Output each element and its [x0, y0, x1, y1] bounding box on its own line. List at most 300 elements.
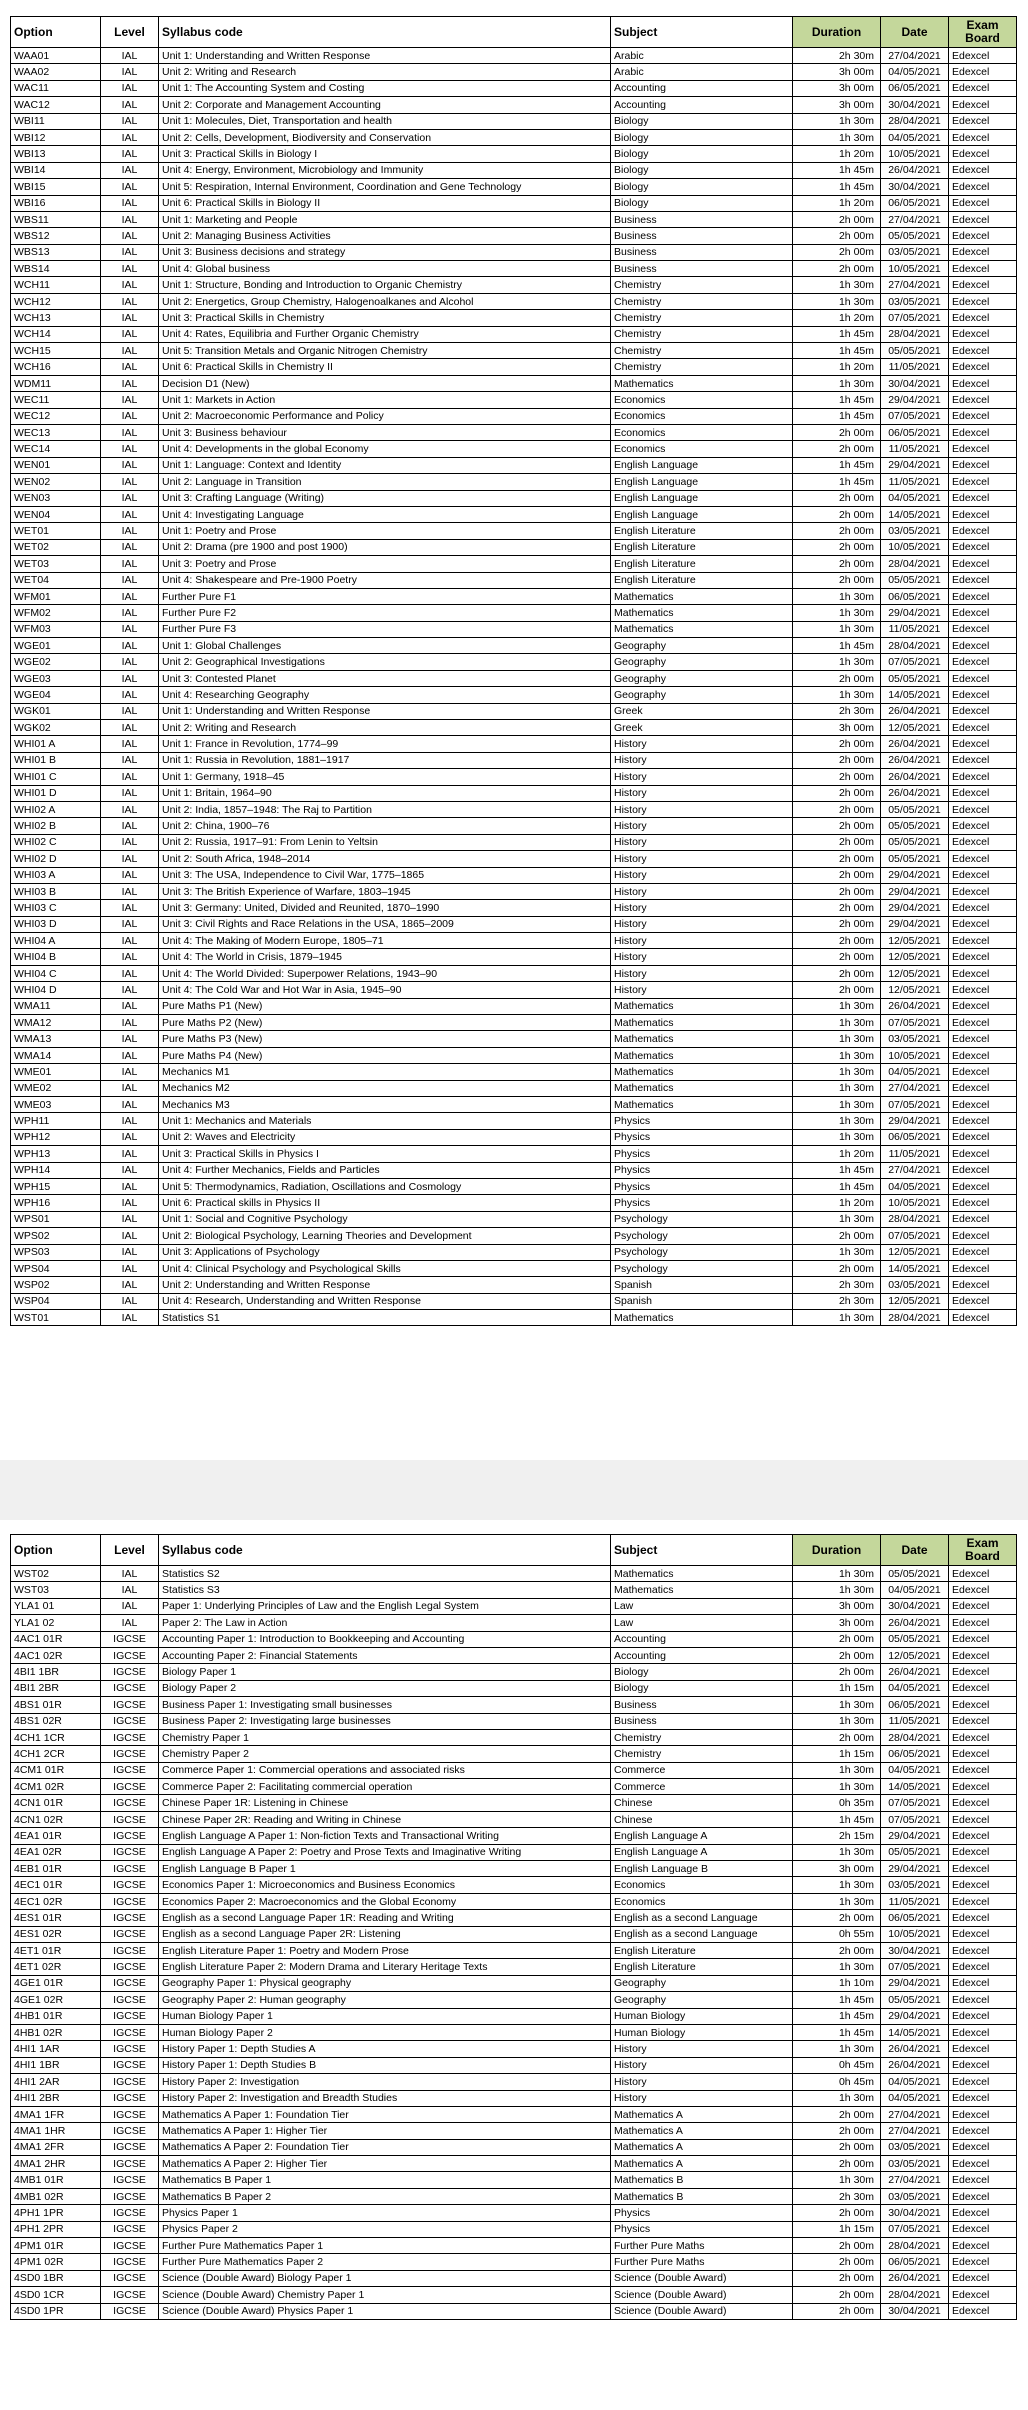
- exam-board-cell: Edexcel: [949, 556, 1017, 572]
- level-cell: IAL: [101, 392, 159, 408]
- table-row: [11, 457, 1017, 473]
- subject-cell: Physics: [611, 1146, 793, 1162]
- option-cell: WSP04: [11, 1293, 101, 1309]
- syllabus-cell: Unit 4: The World in Crisis, 1879–1945: [159, 949, 611, 965]
- level-cell: IGCSE: [101, 1910, 159, 1926]
- level-cell: IGCSE: [101, 2008, 159, 2024]
- date-cell: 12/05/2021: [881, 949, 949, 965]
- subject-cell: History: [611, 818, 793, 834]
- date-cell: 04/05/2021: [881, 2074, 949, 2090]
- level-cell: IAL: [101, 474, 159, 490]
- subject-cell: Business: [611, 261, 793, 277]
- duration-cell: 0h 45m: [793, 2057, 881, 2073]
- table-row: [11, 343, 1017, 359]
- subject-cell: Mathematics A: [611, 2139, 793, 2155]
- duration-cell: 1h 45m: [793, 2024, 881, 2040]
- exam-board-cell: Edexcel: [949, 1310, 1017, 1326]
- syllabus-cell: Unit 6: Practical Skills in Chemistry II: [159, 359, 611, 375]
- level-cell: IAL: [101, 375, 159, 391]
- syllabus-cell: Chemistry Paper 1: [159, 1729, 611, 1745]
- table-row: [11, 195, 1017, 211]
- date-cell: 05/05/2021: [881, 228, 949, 244]
- table-row: [11, 2074, 1017, 2090]
- table-row: [11, 244, 1017, 260]
- subject-cell: Further Pure Maths: [611, 2238, 793, 2254]
- subject-cell: Geography: [611, 670, 793, 686]
- table-row: [11, 375, 1017, 391]
- subject-cell: Geography: [611, 1975, 793, 1991]
- level-cell: IGCSE: [101, 2172, 159, 2188]
- syllabus-cell: Unit 2: South Africa, 1948–2014: [159, 851, 611, 867]
- date-cell: 29/04/2021: [881, 1113, 949, 1129]
- date-cell: 10/05/2021: [881, 261, 949, 277]
- option-cell: WAC11: [11, 80, 101, 96]
- duration-cell: 0h 45m: [793, 2074, 881, 2090]
- option-cell: 4EC1 02R: [11, 1893, 101, 1909]
- duration-cell: 2h 30m: [793, 1277, 881, 1293]
- exam-board-cell: Edexcel: [949, 457, 1017, 473]
- subject-cell: History: [611, 769, 793, 785]
- duration-cell: 2h 00m: [793, 867, 881, 883]
- subject-cell: History: [611, 982, 793, 998]
- table-row: [11, 1566, 1017, 1582]
- syllabus-cell: Unit 3: Poetry and Prose: [159, 556, 611, 572]
- subject-cell: English Language B: [611, 1861, 793, 1877]
- syllabus-cell: Unit 5: Transition Metals and Organic Nitrogen Chemistry: [159, 343, 611, 359]
- duration-cell: 1h 30m: [793, 621, 881, 637]
- level-cell: IAL: [101, 801, 159, 817]
- subject-cell: Chinese: [611, 1811, 793, 1827]
- level-cell: IGCSE: [101, 1697, 159, 1713]
- syllabus-cell: Unit 4: The Cold War and Hot War in Asia, 1945–90: [159, 982, 611, 998]
- exam-board-cell: Edexcel: [949, 2106, 1017, 2122]
- table-row: [11, 851, 1017, 867]
- option-cell: WHI03 A: [11, 867, 101, 883]
- syllabus-cell: Unit 1: Understanding and Written Response: [159, 48, 611, 64]
- duration-cell: 2h 00m: [793, 900, 881, 916]
- exam-board-cell: Edexcel: [949, 408, 1017, 424]
- exam-board-cell: Edexcel: [949, 654, 1017, 670]
- exam-board-cell: Edexcel: [949, 1910, 1017, 1926]
- exam-board-cell: Edexcel: [949, 1129, 1017, 1145]
- level-cell: IAL: [101, 687, 159, 703]
- syllabus-cell: Unit 6: Practical Skills in Biology II: [159, 195, 611, 211]
- subject-cell: English Literature: [611, 572, 793, 588]
- duration-cell: 1h 30m: [793, 654, 881, 670]
- syllabus-cell: Further Pure Mathematics Paper 1: [159, 2238, 611, 2254]
- duration-cell: 2h 00m: [793, 523, 881, 539]
- syllabus-cell: Unit 2: Drama (pre 1900 and post 1900): [159, 539, 611, 555]
- date-cell: 28/04/2021: [881, 326, 949, 342]
- level-cell: IAL: [101, 720, 159, 736]
- level-cell: IGCSE: [101, 1779, 159, 1795]
- exam-board-cell: Edexcel: [949, 605, 1017, 621]
- exam-board-cell: Edexcel: [949, 1097, 1017, 1113]
- level-cell: IAL: [101, 1566, 159, 1582]
- table-row: [11, 1697, 1017, 1713]
- duration-cell: 2h 00m: [793, 2254, 881, 2270]
- level-cell: IGCSE: [101, 2287, 159, 2303]
- exam-board-cell: Edexcel: [949, 506, 1017, 522]
- table-row: [11, 1195, 1017, 1211]
- option-cell: WEN04: [11, 506, 101, 522]
- exam-board-cell: Edexcel: [949, 1031, 1017, 1047]
- table-row: [11, 424, 1017, 440]
- level-cell: IGCSE: [101, 1992, 159, 2008]
- option-cell: WBS14: [11, 261, 101, 277]
- level-cell: IGCSE: [101, 2057, 159, 2073]
- syllabus-cell: Unit 2: Writing and Research: [159, 720, 611, 736]
- syllabus-cell: Pure Maths P3 (New): [159, 1031, 611, 1047]
- table-row: [11, 228, 1017, 244]
- exam-board-cell: Edexcel: [949, 2123, 1017, 2139]
- exam-board-cell: Edexcel: [949, 1861, 1017, 1877]
- level-cell: IAL: [101, 97, 159, 113]
- table-row: [11, 1942, 1017, 1958]
- subject-cell: Business: [611, 1697, 793, 1713]
- header-duration: Duration: [793, 17, 881, 48]
- level-cell: IAL: [101, 195, 159, 211]
- subject-cell: Mathematics: [611, 1582, 793, 1598]
- table-row: [11, 1713, 1017, 1729]
- subject-cell: History: [611, 785, 793, 801]
- table-row: [11, 441, 1017, 457]
- option-cell: 4GE1 01R: [11, 1975, 101, 1991]
- exam-board-cell: Edexcel: [949, 80, 1017, 96]
- syllabus-cell: Unit 4: Investigating Language: [159, 506, 611, 522]
- exam-board-cell: Edexcel: [949, 1228, 1017, 1244]
- table-row: [11, 720, 1017, 736]
- exam-board-cell: Edexcel: [949, 949, 1017, 965]
- duration-cell: 1h 30m: [793, 1047, 881, 1063]
- syllabus-cell: History Paper 2: Investigation: [159, 2074, 611, 2090]
- exam-board-cell: Edexcel: [949, 1680, 1017, 1696]
- duration-cell: 2h 00m: [793, 916, 881, 932]
- table-row: [11, 670, 1017, 686]
- header-exam-board: Exam Board: [949, 17, 1017, 48]
- syllabus-cell: Commerce Paper 1: Commercial operations and associated risks: [159, 1762, 611, 1778]
- syllabus-cell: Physics Paper 2: [159, 2221, 611, 2237]
- exam-board-cell: Edexcel: [949, 982, 1017, 998]
- duration-cell: 1h 20m: [793, 195, 881, 211]
- subject-cell: English as a second Language: [611, 1910, 793, 1926]
- table-row: [11, 834, 1017, 850]
- syllabus-cell: Unit 4: Rates, Equilibria and Further Organic Chemistry: [159, 326, 611, 342]
- duration-cell: 2h 00m: [793, 851, 881, 867]
- date-cell: 30/04/2021: [881, 2303, 949, 2319]
- duration-cell: 3h 00m: [793, 97, 881, 113]
- duration-cell: 1h 30m: [793, 293, 881, 309]
- subject-cell: History: [611, 2090, 793, 2106]
- level-cell: IAL: [101, 1293, 159, 1309]
- duration-cell: 2h 00m: [793, 2287, 881, 2303]
- syllabus-cell: Unit 3: The USA, Independence to Civil War, 1775–1865: [159, 867, 611, 883]
- duration-cell: 2h 00m: [793, 556, 881, 572]
- exam-board-cell: Edexcel: [949, 1631, 1017, 1647]
- subject-cell: Chemistry: [611, 310, 793, 326]
- date-cell: 03/05/2021: [881, 1277, 949, 1293]
- option-cell: WBI12: [11, 129, 101, 145]
- exam-board-cell: Edexcel: [949, 1080, 1017, 1096]
- level-cell: IGCSE: [101, 1861, 159, 1877]
- syllabus-cell: Unit 4: Developments in the global Economy: [159, 441, 611, 457]
- duration-cell: 2h 00m: [793, 441, 881, 457]
- subject-cell: Economics: [611, 1893, 793, 1909]
- table-row: [11, 867, 1017, 883]
- option-cell: WEC11: [11, 392, 101, 408]
- option-cell: 4CH1 2CR: [11, 1746, 101, 1762]
- subject-cell: Biology: [611, 113, 793, 129]
- level-cell: IAL: [101, 424, 159, 440]
- subject-cell: Physics: [611, 1162, 793, 1178]
- option-cell: WEN01: [11, 457, 101, 473]
- table-row: [11, 1080, 1017, 1096]
- table-row: [11, 2270, 1017, 2286]
- exam-board-cell: Edexcel: [949, 1729, 1017, 1745]
- option-cell: WHI02 B: [11, 818, 101, 834]
- date-cell: 26/04/2021: [881, 736, 949, 752]
- header-syllabus-code: Syllabus code: [159, 17, 611, 48]
- date-cell: 07/05/2021: [881, 1015, 949, 1031]
- exam-board-cell: Edexcel: [949, 1664, 1017, 1680]
- table-row: [11, 293, 1017, 309]
- table-header-row: [11, 17, 1017, 48]
- level-cell: IGCSE: [101, 2303, 159, 2319]
- level-cell: IAL: [101, 48, 159, 64]
- level-cell: IGCSE: [101, 1746, 159, 1762]
- duration-cell: 1h 30m: [793, 1113, 881, 1129]
- table-row: [11, 2024, 1017, 2040]
- option-cell: WGE04: [11, 687, 101, 703]
- syllabus-cell: Unit 2: Understanding and Written Response: [159, 1277, 611, 1293]
- level-cell: IAL: [101, 867, 159, 883]
- level-cell: IAL: [101, 1244, 159, 1260]
- level-cell: IAL: [101, 1113, 159, 1129]
- level-cell: IAL: [101, 1097, 159, 1113]
- option-cell: WAA02: [11, 64, 101, 80]
- exam-board-cell: Edexcel: [949, 1113, 1017, 1129]
- table-row: [11, 1064, 1017, 1080]
- duration-cell: 2h 00m: [793, 818, 881, 834]
- exam-board-cell: Edexcel: [949, 2303, 1017, 2319]
- subject-cell: Arabic: [611, 48, 793, 64]
- date-cell: 05/05/2021: [881, 1992, 949, 2008]
- option-cell: 4PH1 2PR: [11, 2221, 101, 2237]
- syllabus-cell: Statistics S1: [159, 1310, 611, 1326]
- table-row: [11, 113, 1017, 129]
- date-cell: 10/05/2021: [881, 1195, 949, 1211]
- option-cell: 4HB1 02R: [11, 2024, 101, 2040]
- date-cell: 11/05/2021: [881, 359, 949, 375]
- date-cell: 29/04/2021: [881, 392, 949, 408]
- option-cell: 4AC1 02R: [11, 1647, 101, 1663]
- subject-cell: Mathematics A: [611, 2123, 793, 2139]
- duration-cell: 1h 45m: [793, 474, 881, 490]
- syllabus-cell: Pure Maths P4 (New): [159, 1047, 611, 1063]
- exam-board-cell: Edexcel: [949, 1047, 1017, 1063]
- subject-cell: History: [611, 2057, 793, 2073]
- exam-board-cell: Edexcel: [949, 1746, 1017, 1762]
- subject-cell: Accounting: [611, 1647, 793, 1663]
- table-row: [11, 359, 1017, 375]
- duration-cell: 2h 00m: [793, 211, 881, 227]
- table-row: [11, 2287, 1017, 2303]
- subject-cell: History: [611, 736, 793, 752]
- table-row: [11, 539, 1017, 555]
- syllabus-cell: Science (Double Award) Physics Paper 1: [159, 2303, 611, 2319]
- subject-cell: History: [611, 2074, 793, 2090]
- syllabus-cell: Unit 2: Geographical Investigations: [159, 654, 611, 670]
- exam-board-cell: Edexcel: [949, 343, 1017, 359]
- syllabus-cell: Geography Paper 1: Physical geography: [159, 1975, 611, 1991]
- table-row: [11, 2090, 1017, 2106]
- syllabus-cell: Biology Paper 2: [159, 1680, 611, 1696]
- syllabus-cell: Unit 4: Research, Understanding and Written Response: [159, 1293, 611, 1309]
- level-cell: IGCSE: [101, 2139, 159, 2155]
- date-cell: 04/05/2021: [881, 1178, 949, 1194]
- date-cell: 07/05/2021: [881, 1097, 949, 1113]
- option-cell: 4EC1 01R: [11, 1877, 101, 1893]
- syllabus-cell: Chinese Paper 2R: Reading and Writing in Chinese: [159, 1811, 611, 1827]
- duration-cell: 1h 30m: [793, 1893, 881, 1909]
- subject-cell: English Literature: [611, 1959, 793, 1975]
- exam-board-cell: Edexcel: [949, 1064, 1017, 1080]
- date-cell: 05/05/2021: [881, 818, 949, 834]
- level-cell: IGCSE: [101, 2090, 159, 2106]
- option-cell: WBI13: [11, 146, 101, 162]
- duration-cell: 3h 00m: [793, 1615, 881, 1631]
- exam-board-cell: Edexcel: [949, 1959, 1017, 1975]
- table-row: [11, 1664, 1017, 1680]
- exam-board-cell: Edexcel: [949, 703, 1017, 719]
- header-date: Date: [881, 1535, 949, 1566]
- date-cell: 11/05/2021: [881, 1146, 949, 1162]
- level-cell: IAL: [101, 785, 159, 801]
- header-option: Option: [11, 1535, 101, 1566]
- level-cell: IAL: [101, 162, 159, 178]
- subject-cell: History: [611, 801, 793, 817]
- duration-cell: 2h 00m: [793, 949, 881, 965]
- subject-cell: History: [611, 883, 793, 899]
- table-row: [11, 1211, 1017, 1227]
- option-cell: WHI04 C: [11, 965, 101, 981]
- table-row: [11, 2041, 1017, 2057]
- level-cell: IAL: [101, 1178, 159, 1194]
- date-cell: 29/04/2021: [881, 457, 949, 473]
- duration-cell: 2h 00m: [793, 1664, 881, 1680]
- table-row: [11, 506, 1017, 522]
- duration-cell: 2h 00m: [793, 801, 881, 817]
- date-cell: 14/05/2021: [881, 1779, 949, 1795]
- level-cell: IAL: [101, 343, 159, 359]
- duration-cell: 2h 00m: [793, 424, 881, 440]
- subject-cell: Mathematics: [611, 605, 793, 621]
- subject-cell: Mathematics: [611, 375, 793, 391]
- option-cell: 4HI1 1AR: [11, 2041, 101, 2057]
- date-cell: 04/05/2021: [881, 64, 949, 80]
- exam-board-cell: Edexcel: [949, 1697, 1017, 1713]
- date-cell: 12/05/2021: [881, 1647, 949, 1663]
- date-cell: 07/05/2021: [881, 654, 949, 670]
- date-cell: 05/05/2021: [881, 670, 949, 686]
- syllabus-cell: Mathematics A Paper 2: Higher Tier: [159, 2156, 611, 2172]
- subject-cell: Mathematics A: [611, 2156, 793, 2172]
- subject-cell: Human Biology: [611, 2008, 793, 2024]
- duration-cell: 1h 30m: [793, 1697, 881, 1713]
- option-cell: 4MA1 2FR: [11, 2139, 101, 2155]
- date-cell: 03/05/2021: [881, 523, 949, 539]
- syllabus-cell: Unit 4: Global business: [159, 261, 611, 277]
- syllabus-cell: Unit 3: Contested Planet: [159, 670, 611, 686]
- subject-cell: English Language: [611, 457, 793, 473]
- date-cell: 28/04/2021: [881, 556, 949, 572]
- level-cell: IAL: [101, 179, 159, 195]
- duration-cell: 1h 30m: [793, 1844, 881, 1860]
- level-cell: IGCSE: [101, 2270, 159, 2286]
- duration-cell: 2h 00m: [793, 2106, 881, 2122]
- syllabus-cell: Mathematics A Paper 2: Foundation Tier: [159, 2139, 611, 2155]
- duration-cell: 2h 00m: [793, 228, 881, 244]
- table-row: [11, 1631, 1017, 1647]
- table-row: [11, 2303, 1017, 2319]
- date-cell: 27/04/2021: [881, 1162, 949, 1178]
- option-cell: WDM11: [11, 375, 101, 391]
- date-cell: 05/05/2021: [881, 1566, 949, 1582]
- table-row: [11, 146, 1017, 162]
- table-row: [11, 1647, 1017, 1663]
- date-cell: 06/05/2021: [881, 1910, 949, 1926]
- table-row: [11, 2008, 1017, 2024]
- subject-cell: Biology: [611, 162, 793, 178]
- option-cell: 4SD0 1BR: [11, 2270, 101, 2286]
- level-cell: IAL: [101, 769, 159, 785]
- syllabus-cell: Unit 1: Understanding and Written Response: [159, 703, 611, 719]
- table-row: [11, 474, 1017, 490]
- subject-cell: History: [611, 965, 793, 981]
- level-cell: IAL: [101, 146, 159, 162]
- date-cell: 29/04/2021: [881, 2008, 949, 2024]
- option-cell: 4PH1 1PR: [11, 2205, 101, 2221]
- option-cell: WCH13: [11, 310, 101, 326]
- header-level: Level: [101, 1535, 159, 1566]
- option-cell: WMA13: [11, 1031, 101, 1047]
- duration-cell: 2h 00m: [793, 769, 881, 785]
- date-cell: 06/05/2021: [881, 588, 949, 604]
- duration-cell: 2h 00m: [793, 2303, 881, 2319]
- syllabus-cell: Unit 1: Germany, 1918–45: [159, 769, 611, 785]
- duration-cell: 2h 00m: [793, 2205, 881, 2221]
- date-cell: 03/05/2021: [881, 2139, 949, 2155]
- duration-cell: 1h 15m: [793, 1746, 881, 1762]
- exam-board-cell: Edexcel: [949, 785, 1017, 801]
- syllabus-cell: Unit 1: Structure, Bonding and Introduction to Organic Chemistry: [159, 277, 611, 293]
- level-cell: IGCSE: [101, 2238, 159, 2254]
- duration-cell: 1h 30m: [793, 1244, 881, 1260]
- syllabus-cell: Unit 3: Crafting Language (Writing): [159, 490, 611, 506]
- exam-board-cell: Edexcel: [949, 1893, 1017, 1909]
- level-cell: IAL: [101, 310, 159, 326]
- exam-board-cell: Edexcel: [949, 1926, 1017, 1942]
- exam-board-cell: Edexcel: [949, 64, 1017, 80]
- exam-board-cell: Edexcel: [949, 375, 1017, 391]
- duration-cell: 2h 00m: [793, 539, 881, 555]
- syllabus-cell: Unit 2: Managing Business Activities: [159, 228, 611, 244]
- table-row: [11, 621, 1017, 637]
- table-row: [11, 1992, 1017, 2008]
- option-cell: WAA01: [11, 48, 101, 64]
- date-cell: 26/04/2021: [881, 2270, 949, 2286]
- date-cell: 27/04/2021: [881, 2123, 949, 2139]
